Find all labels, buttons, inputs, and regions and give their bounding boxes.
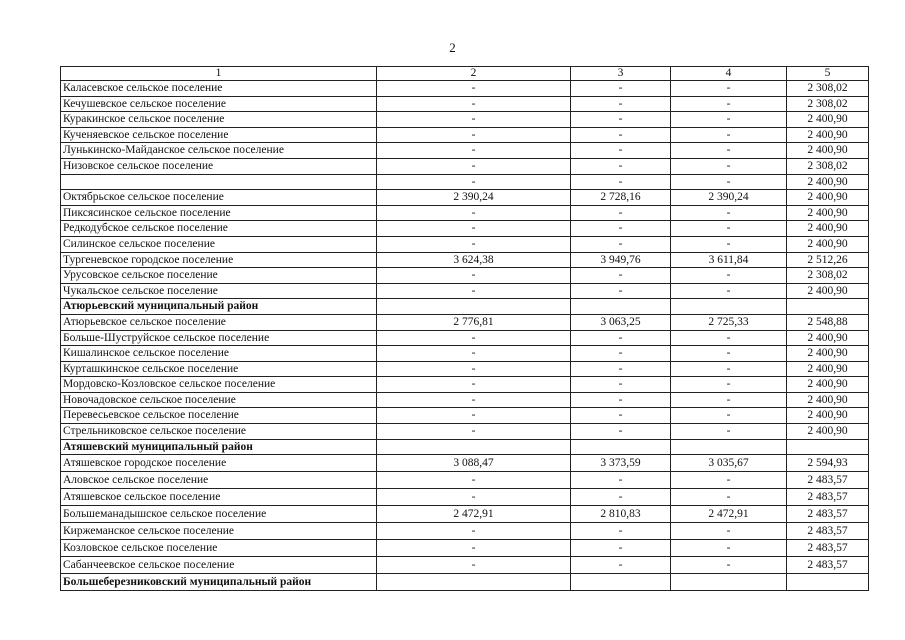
col4-cell: - xyxy=(671,523,787,540)
table-row xyxy=(61,143,869,159)
col2-cell xyxy=(377,439,571,455)
col5-cell: 2 400,90 xyxy=(787,205,869,221)
col3-cell xyxy=(571,574,671,591)
col3-cell: - xyxy=(571,361,671,377)
table-row xyxy=(61,314,869,330)
settlement-name-cell: Кученяевское сельское поселение xyxy=(61,127,377,143)
table-row xyxy=(61,252,869,268)
col3-cell: - xyxy=(571,174,671,190)
settlement-name-cell: Низовское сельское поселение xyxy=(61,158,377,174)
table-row xyxy=(61,127,869,143)
table-row xyxy=(61,377,869,393)
col2-cell: - xyxy=(377,377,571,393)
col3-cell: - xyxy=(571,392,671,408)
col5-cell: 2 400,90 xyxy=(787,127,869,143)
settlement-name-cell: Курташкинское сельское поселение xyxy=(61,361,377,377)
col2-cell: - xyxy=(377,361,571,377)
table-row xyxy=(61,361,869,377)
settlement-name-cell: Урусовское сельское поселение xyxy=(61,268,377,284)
col5-cell: 2 400,90 xyxy=(787,236,869,252)
col2-cell: - xyxy=(377,408,571,424)
col5-cell: 2 400,90 xyxy=(787,377,869,393)
col2-cell: - xyxy=(377,127,571,143)
col4-cell: - xyxy=(671,408,787,424)
col5-cell: 2 483,57 xyxy=(787,506,869,523)
col2-cell: - xyxy=(377,174,571,190)
col5-cell: 2 400,90 xyxy=(787,424,869,440)
col4-cell: - xyxy=(671,283,787,299)
col5-cell: 2 308,02 xyxy=(787,268,869,284)
col2-cell: - xyxy=(377,283,571,299)
col4-cell: - xyxy=(671,236,787,252)
settlement-name-cell: Тургеневское городское поселение xyxy=(61,252,377,268)
col5-cell: 2 308,02 xyxy=(787,81,869,97)
settlement-name-cell: Атюрьевский муниципальный район xyxy=(61,299,377,315)
table-row xyxy=(61,330,869,346)
table-body xyxy=(61,67,869,591)
col3-cell: - xyxy=(571,81,671,97)
col3-cell: - xyxy=(571,346,671,362)
col4-cell: 2 472,91 xyxy=(671,506,787,523)
col2-cell: - xyxy=(377,557,571,574)
header-col-5: 5 xyxy=(787,67,869,81)
table-row xyxy=(61,392,869,408)
col3-cell: - xyxy=(571,236,671,252)
district-row xyxy=(61,439,869,455)
col3-cell: - xyxy=(571,268,671,284)
settlement-name-cell: Кечушевское сельское поселение xyxy=(61,96,377,112)
col4-cell: - xyxy=(671,143,787,159)
settlement-name-cell xyxy=(61,174,377,190)
col2-cell: - xyxy=(377,392,571,408)
settlement-name-cell: Стрельниковское сельское поселение xyxy=(61,424,377,440)
col4-cell: - xyxy=(671,392,787,408)
col4-cell: - xyxy=(671,489,787,506)
settlement-name-cell: Силинское сельское поселение xyxy=(61,236,377,252)
col2-cell xyxy=(377,299,571,315)
page-number: 2 xyxy=(449,40,456,55)
col2-cell: - xyxy=(377,221,571,237)
table-row xyxy=(61,506,869,523)
col2-cell: - xyxy=(377,236,571,252)
col4-cell: - xyxy=(671,268,787,284)
col5-cell: 2 400,90 xyxy=(787,283,869,299)
col2-cell: 2 390,24 xyxy=(377,190,571,206)
col4-cell xyxy=(671,439,787,455)
col5-cell: 2 400,90 xyxy=(787,408,869,424)
header-col-4: 4 xyxy=(671,67,787,81)
col5-cell: 2 400,90 xyxy=(787,392,869,408)
col2-cell: - xyxy=(377,205,571,221)
settlement-name-cell: Больше-Шуструйское сельское поселение xyxy=(61,330,377,346)
col2-cell xyxy=(377,574,571,591)
col5-cell: 2 483,57 xyxy=(787,523,869,540)
col3-cell: - xyxy=(571,424,671,440)
col3-cell: - xyxy=(571,205,671,221)
col2-cell: - xyxy=(377,489,571,506)
col5-cell: 2 548,88 xyxy=(787,314,869,330)
col5-cell: 2 400,90 xyxy=(787,174,869,190)
col5-cell: 2 594,93 xyxy=(787,455,869,472)
settlement-name-cell: Атюрьевское сельское поселение xyxy=(61,314,377,330)
col5-cell: 2 400,90 xyxy=(787,361,869,377)
table-row xyxy=(61,81,869,97)
col4-cell xyxy=(671,574,787,591)
col3-cell: - xyxy=(571,472,671,489)
table-row xyxy=(61,205,869,221)
col5-cell: 2 308,02 xyxy=(787,96,869,112)
district-row xyxy=(61,574,869,591)
col4-cell: 3 611,84 xyxy=(671,252,787,268)
col2-cell: - xyxy=(377,472,571,489)
col5-cell xyxy=(787,439,869,455)
settlement-name-cell: Куракинское сельское поселение xyxy=(61,112,377,128)
col4-cell: - xyxy=(671,221,787,237)
settlement-name-cell: Перевесьевское сельское поселение xyxy=(61,408,377,424)
table-row xyxy=(61,557,869,574)
col4-cell: - xyxy=(671,472,787,489)
header-col-1: 1 xyxy=(61,67,377,81)
col3-cell: - xyxy=(571,158,671,174)
table-row xyxy=(61,221,869,237)
table-row xyxy=(61,96,869,112)
col3-cell: - xyxy=(571,96,671,112)
col4-cell: - xyxy=(671,346,787,362)
settlement-name-cell: Атяшевское сельское поселение xyxy=(61,489,377,506)
col3-cell: - xyxy=(571,112,671,128)
col5-cell: 2 400,90 xyxy=(787,330,869,346)
col3-cell: - xyxy=(571,408,671,424)
district-row xyxy=(61,299,869,315)
col2-cell: - xyxy=(377,81,571,97)
col2-cell: 2 776,81 xyxy=(377,314,571,330)
col4-cell: - xyxy=(671,557,787,574)
table-row xyxy=(61,112,869,128)
col5-cell xyxy=(787,574,869,591)
table-row xyxy=(61,236,869,252)
col5-cell: 2 483,57 xyxy=(787,540,869,557)
table-row xyxy=(61,268,869,284)
col3-cell: - xyxy=(571,377,671,393)
table-row xyxy=(61,283,869,299)
settlement-name-cell: Лунькинско-Майданское сельское поселение xyxy=(61,143,377,159)
settlement-name-cell: Пиксясинское сельское поселение xyxy=(61,205,377,221)
col4-cell: 3 035,67 xyxy=(671,455,787,472)
settlement-name-cell: Сабанчеевское сельское поселение xyxy=(61,557,377,574)
col3-cell xyxy=(571,299,671,315)
col5-cell: 2 483,57 xyxy=(787,472,869,489)
table-row xyxy=(61,540,869,557)
table-row xyxy=(61,523,869,540)
col2-cell: - xyxy=(377,330,571,346)
col5-cell: 2 483,57 xyxy=(787,557,869,574)
col3-cell: - xyxy=(571,523,671,540)
table-row xyxy=(61,158,869,174)
settlement-name-cell: Большеманадышское сельское поселение xyxy=(61,506,377,523)
col2-cell: - xyxy=(377,424,571,440)
col4-cell: - xyxy=(671,540,787,557)
settlement-name-cell: Редкодубское сельское поселение xyxy=(61,221,377,237)
col5-cell: 2 512,26 xyxy=(787,252,869,268)
settlement-name-cell: Большеберезниковский муниципальный район xyxy=(61,574,377,591)
col5-cell: 2 400,90 xyxy=(787,190,869,206)
settlement-name-cell: Аловское сельское поселение xyxy=(61,472,377,489)
col5-cell: 2 400,90 xyxy=(787,143,869,159)
table-row xyxy=(61,455,869,472)
settlement-name-cell: Чукальское сельское поселение xyxy=(61,283,377,299)
settlement-name-cell: Киржеманское сельское поселение xyxy=(61,523,377,540)
col2-cell: - xyxy=(377,346,571,362)
col5-cell: 2 400,90 xyxy=(787,112,869,128)
col3-cell: - xyxy=(571,489,671,506)
col4-cell xyxy=(671,299,787,315)
col5-cell: 2 400,90 xyxy=(787,346,869,362)
settlement-name-cell: Новочадовское сельское поселение xyxy=(61,392,377,408)
settlement-name-cell: Атяшевское городское поселение xyxy=(61,455,377,472)
col4-cell: - xyxy=(671,158,787,174)
col3-cell: - xyxy=(571,540,671,557)
col3-cell: - xyxy=(571,283,671,299)
table-row xyxy=(61,174,869,190)
col3-cell: 3 949,76 xyxy=(571,252,671,268)
table-row xyxy=(61,424,869,440)
col4-cell: 2 390,24 xyxy=(671,190,787,206)
settlement-name-cell: Атяшевский муниципальный район xyxy=(61,439,377,455)
col2-cell: - xyxy=(377,143,571,159)
col4-cell: - xyxy=(671,424,787,440)
col2-cell: - xyxy=(377,523,571,540)
settlement-name-cell: Мордовско-Козловское сельское поселение xyxy=(61,377,377,393)
table-row xyxy=(61,472,869,489)
settlement-name-cell: Кишалинское сельское поселение xyxy=(61,346,377,362)
col5-cell: 2 400,90 xyxy=(787,221,869,237)
col4-cell: - xyxy=(671,81,787,97)
col2-cell: - xyxy=(377,96,571,112)
col5-cell xyxy=(787,299,869,315)
col4-cell: - xyxy=(671,361,787,377)
col2-cell: 2 472,91 xyxy=(377,506,571,523)
table-row xyxy=(61,408,869,424)
table-row xyxy=(61,346,869,362)
col5-cell: 2 308,02 xyxy=(787,158,869,174)
col3-cell: 2 810,83 xyxy=(571,506,671,523)
col4-cell: - xyxy=(671,96,787,112)
table-header-row xyxy=(61,67,869,81)
col2-cell: 3 624,38 xyxy=(377,252,571,268)
header-col-2: 2 xyxy=(377,67,571,81)
col2-cell: - xyxy=(377,268,571,284)
col5-cell: 2 483,57 xyxy=(787,489,869,506)
col4-cell: - xyxy=(671,112,787,128)
settlement-name-cell: Октябрьское сельское поселение xyxy=(61,190,377,206)
col3-cell: - xyxy=(571,143,671,159)
col3-cell: - xyxy=(571,330,671,346)
col4-cell: - xyxy=(671,330,787,346)
col3-cell: - xyxy=(571,127,671,143)
table-row xyxy=(61,489,869,506)
col3-cell: - xyxy=(571,221,671,237)
col2-cell: 3 088,47 xyxy=(377,455,571,472)
col2-cell: - xyxy=(377,158,571,174)
tariff-table xyxy=(60,66,869,591)
col3-cell: 3 063,25 xyxy=(571,314,671,330)
col3-cell: 2 728,16 xyxy=(571,190,671,206)
col4-cell: 2 725,33 xyxy=(671,314,787,330)
settlement-name-cell: Козловское сельское поселение xyxy=(61,540,377,557)
col4-cell: - xyxy=(671,377,787,393)
header-col-3: 3 xyxy=(571,67,671,81)
col2-cell: - xyxy=(377,112,571,128)
table-row xyxy=(61,190,869,206)
col4-cell: - xyxy=(671,174,787,190)
col3-cell: 3 373,59 xyxy=(571,455,671,472)
col3-cell: - xyxy=(571,557,671,574)
col3-cell xyxy=(571,439,671,455)
settlement-name-cell: Каласевское сельское поселение xyxy=(61,81,377,97)
col4-cell: - xyxy=(671,127,787,143)
col2-cell: - xyxy=(377,540,571,557)
col4-cell: - xyxy=(671,205,787,221)
